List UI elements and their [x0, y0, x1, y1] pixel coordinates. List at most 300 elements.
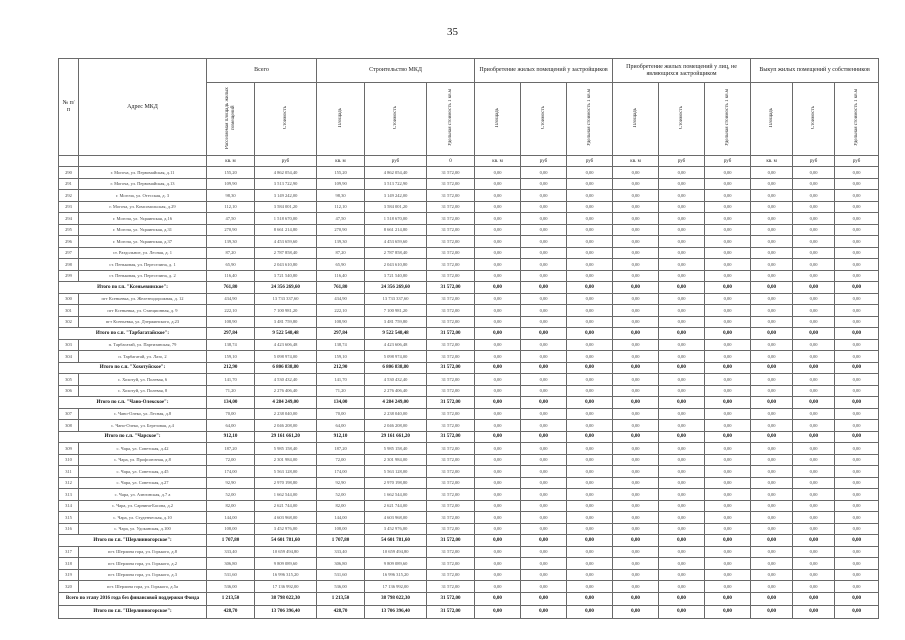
row-value: 0,00: [835, 397, 879, 409]
row-value: 0,00: [835, 328, 879, 340]
row-value: 65,90: [317, 259, 365, 271]
row-value: 0,00: [751, 581, 793, 593]
row-number: 308: [59, 420, 79, 432]
table-row: [59, 420, 879, 432]
row-value: 0,00: [793, 351, 835, 363]
row-value: 0,00: [659, 454, 705, 466]
row-value: 2 043 610,80: [255, 259, 317, 271]
row-value: 428,70: [317, 605, 365, 618]
row-value: 0,00: [705, 592, 751, 605]
row-value: 0,00: [705, 385, 751, 397]
row-address: с. Чара, ул. Советская, д.45: [79, 466, 207, 478]
row-number: 302: [59, 316, 79, 328]
row-value: 2 787 858,40: [365, 247, 427, 259]
row-value: 0,00: [751, 213, 793, 225]
row-value: 0,00: [835, 477, 879, 489]
row-value: 0,00: [475, 374, 521, 386]
row-value: 0,00: [567, 316, 613, 328]
col-header-sub: [659, 83, 705, 156]
row-value: 0,00: [751, 466, 793, 478]
row-value: 0,00: [793, 374, 835, 386]
row-value: 0,00: [475, 431, 521, 443]
row-value: 0,00: [751, 224, 793, 236]
row-value: 0,00: [793, 328, 835, 340]
row-value: 17 136 992,00: [255, 581, 317, 593]
row-value: 0,00: [521, 374, 567, 386]
row-value: 31 572,00: [427, 247, 475, 259]
row-value: 31 572,00: [427, 224, 475, 236]
row-value: 0,00: [613, 224, 659, 236]
row-value: 0,00: [567, 247, 613, 259]
row-value: 71,20: [207, 385, 255, 397]
row-value: 0,00: [613, 431, 659, 443]
row-value: 0,00: [567, 523, 613, 535]
row-value: 0,00: [751, 408, 793, 420]
row-value: 29 161 661,20: [255, 431, 317, 443]
row-value: 297,84: [317, 328, 365, 340]
unit-cell: кв. м: [475, 156, 521, 167]
row-value: 2 301 984,00: [365, 454, 427, 466]
row-value: 0,00: [751, 605, 793, 618]
row-value: 13 733 337,60: [365, 293, 427, 305]
row-value: 0,00: [835, 316, 879, 328]
row-value: 0,00: [751, 282, 793, 294]
row-value: 3 452 976,00: [255, 523, 317, 535]
subtotal-row: [59, 282, 879, 294]
row-value: 0,00: [705, 213, 751, 225]
row-value: 0,00: [835, 443, 879, 455]
row-value: 0,00: [521, 500, 567, 512]
row-value: 138,74: [207, 339, 255, 351]
row-address: с. Чара, ул. Советская, д.42: [79, 443, 207, 455]
row-value: 13 733 337,60: [255, 293, 317, 305]
row-value: 0,00: [793, 489, 835, 501]
row-value: 0,00: [835, 167, 879, 179]
row-value: 0,00: [521, 489, 567, 501]
table-row: [59, 305, 879, 317]
row-value: 0,00: [521, 213, 567, 225]
row-value: 333,40: [317, 546, 365, 558]
table-row: [59, 270, 879, 282]
row-value: 0,00: [659, 167, 705, 179]
row-value: 0,00: [613, 558, 659, 570]
row-number: 307: [59, 408, 79, 420]
row-value: 0,00: [475, 420, 521, 432]
row-value: 0,00: [521, 316, 567, 328]
row-value: 10 659 494,80: [365, 546, 427, 558]
row-value: 0,00: [613, 259, 659, 271]
row-value: 0,00: [793, 385, 835, 397]
row-value: 0,00: [751, 420, 793, 432]
row-value: 0,00: [751, 178, 793, 190]
row-value: 0,00: [751, 558, 793, 570]
row-value: 0,00: [613, 305, 659, 317]
row-value: 0,00: [659, 236, 705, 248]
row-value: 0,00: [751, 305, 793, 317]
row-value: 92,90: [317, 477, 365, 489]
row-value: 3 721 540,80: [365, 270, 427, 282]
row-value: 0,00: [835, 362, 879, 374]
row-value: 2 276 406,40: [365, 385, 427, 397]
row-value: 0,00: [521, 523, 567, 535]
row-value: 0,00: [793, 167, 835, 179]
row-value: 144,00: [207, 512, 255, 524]
table-row: [59, 500, 879, 512]
row-value: 31 572,00: [427, 535, 475, 547]
row-value: 0,00: [835, 236, 879, 248]
row-value: 0,00: [793, 512, 835, 524]
row-value: 0,00: [793, 605, 835, 618]
row-value: 0,00: [567, 431, 613, 443]
row-value: 1 213,50: [207, 592, 255, 605]
row-number: 317: [59, 546, 79, 558]
unit-cell: кв. м: [751, 156, 793, 167]
row-address: пгт. Шерлина гора, ул. Горького, д.5а: [79, 581, 207, 593]
table-row: [59, 477, 879, 489]
row-value: 0,00: [659, 397, 705, 409]
table-row: [59, 247, 879, 259]
row-value: 0,00: [567, 339, 613, 351]
row-value: 0,00: [475, 500, 521, 512]
row-value: 0,00: [475, 408, 521, 420]
row-value: 52,00: [207, 489, 255, 501]
row-value: 0,00: [613, 535, 659, 547]
row-value: 31 572,00: [427, 546, 475, 558]
row-number: 290: [59, 167, 79, 179]
row-value: 0,00: [567, 500, 613, 512]
row-value: 0,00: [521, 259, 567, 271]
row-value: 0,00: [475, 454, 521, 466]
row-value: 72,00: [317, 454, 365, 466]
row-value: 31 572,00: [427, 477, 475, 489]
row-value: 0,00: [751, 362, 793, 374]
row-value: 0,00: [613, 247, 659, 259]
row-value: 0,00: [659, 605, 705, 618]
row-value: 0,00: [751, 236, 793, 248]
row-value: 0,00: [835, 489, 879, 501]
row-value: 2 276 406,40: [255, 385, 317, 397]
row-value: 0,00: [793, 236, 835, 248]
row-value: 0,00: [705, 362, 751, 374]
row-address: с. Чано-Олеко, ул. Березовая, д.4: [79, 420, 207, 432]
row-value: 0,00: [835, 201, 879, 213]
row-value: 0,00: [475, 581, 521, 593]
row-total-label: Итого по с.п. "Чарское":: [59, 431, 207, 443]
row-value: 4 423 606,48: [255, 339, 317, 351]
row-value: 912,10: [317, 431, 365, 443]
row-value: 0,00: [835, 385, 879, 397]
row-value: 0,00: [659, 224, 705, 236]
row-value: 0,00: [659, 316, 705, 328]
row-value: 0,00: [567, 592, 613, 605]
row-value: 0,00: [659, 362, 705, 374]
row-value: 0,00: [567, 466, 613, 478]
unit-cell: руб: [705, 156, 751, 167]
row-value: 0,00: [613, 489, 659, 501]
row-value: 0,00: [613, 236, 659, 248]
row-value: 0,00: [705, 305, 751, 317]
row-value: 0,00: [613, 512, 659, 524]
row-value: 536,00: [317, 581, 365, 593]
row-value: 2 238 040,00: [255, 408, 317, 420]
row-value: 0,00: [613, 466, 659, 478]
row-value: 0,00: [793, 569, 835, 581]
row-number: 306: [59, 385, 79, 397]
row-address: пгт. Шерлина гора, ул. Горького, д.3: [79, 569, 207, 581]
row-value: 31 572,00: [427, 178, 475, 190]
col-header-address: Адрес МКД: [79, 59, 207, 156]
row-value: 3 452 976,00: [365, 523, 427, 535]
row-value: 0,00: [521, 592, 567, 605]
row-address: пгт. Шерлина гора, ул. Горького, д.8: [79, 546, 207, 558]
row-value: 24 356 269,60: [255, 282, 317, 294]
row-number: 296: [59, 236, 79, 248]
row-value: 297,84: [207, 328, 255, 340]
row-value: 0,00: [705, 293, 751, 305]
row-value: 0,00: [751, 201, 793, 213]
row-value: 0,00: [835, 535, 879, 547]
row-number: 293: [59, 201, 79, 213]
row-value: 31 572,00: [427, 500, 475, 512]
row-value: 0,00: [751, 443, 793, 455]
row-value: 0,00: [659, 259, 705, 271]
row-value: 0,00: [751, 535, 793, 547]
col-header-sub: [207, 83, 255, 156]
row-value: 0,00: [475, 316, 521, 328]
row-value: 0,00: [793, 523, 835, 535]
row-value: 0,00: [659, 431, 705, 443]
row-value: 0,00: [705, 259, 751, 271]
row-address: с. Чара, ул. Профсоюзная, д.8: [79, 454, 207, 466]
row-value: 0,00: [835, 408, 879, 420]
row-number: 297: [59, 247, 79, 259]
row-value: 65,90: [207, 259, 255, 271]
col-header-sub-label: Удельная стоимость 1 кв.м: [447, 89, 453, 147]
row-number: 304: [59, 351, 79, 363]
row-value: 0,00: [521, 477, 567, 489]
row-value: 116,40: [317, 270, 365, 282]
row-value: 0,00: [567, 167, 613, 179]
row-value: 0,00: [613, 500, 659, 512]
row-value: 0,00: [705, 477, 751, 489]
row-value: 0,00: [751, 454, 793, 466]
row-number: 310: [59, 454, 79, 466]
col-header-number: № п/п: [59, 59, 79, 156]
row-value: 0,00: [751, 385, 793, 397]
row-value: 0,00: [659, 512, 705, 524]
row-value: 0,00: [751, 293, 793, 305]
col-header-sub-label: Стоимость: [678, 106, 684, 130]
row-value: 0,00: [659, 443, 705, 455]
row-value: 112,10: [317, 201, 365, 213]
row-value: 0,00: [567, 259, 613, 271]
table-row: [59, 190, 879, 202]
row-value: 0,00: [659, 408, 705, 420]
row-value: 0,00: [567, 374, 613, 386]
row-value: 64,00: [207, 420, 255, 432]
col-header-sub: [255, 83, 317, 156]
row-value: 3 584 001,20: [365, 201, 427, 213]
row-value: 531,60: [317, 569, 365, 581]
row-value: 0,00: [793, 305, 835, 317]
row-value: 5 985 158,40: [255, 443, 317, 455]
row-value: 0,00: [751, 339, 793, 351]
row-total-label: Итого по с.п. "Хохотуйское":: [59, 362, 207, 374]
row-value: 31 572,00: [427, 201, 475, 213]
row-value: 761,80: [317, 282, 365, 294]
row-value: 0,00: [793, 213, 835, 225]
row-value: 0,00: [475, 558, 521, 570]
row-value: 270,90: [207, 224, 255, 236]
row-value: 2 046 208,00: [365, 420, 427, 432]
row-address: пгт Ксеньевка, ул. Дзержинского, д.23: [79, 316, 207, 328]
row-value: 0,00: [521, 420, 567, 432]
row-value: 0,00: [835, 581, 879, 593]
row-value: 0,00: [567, 293, 613, 305]
row-value: 0,00: [521, 546, 567, 558]
row-value: 0,00: [835, 282, 879, 294]
row-value: 0,00: [521, 167, 567, 179]
row-value: 0,00: [567, 224, 613, 236]
row-value: 0,00: [521, 201, 567, 213]
row-value: 536,00: [207, 581, 255, 593]
row-value: 0,00: [475, 546, 521, 558]
row-value: 0,00: [835, 466, 879, 478]
table-row: [59, 224, 879, 236]
row-value: 0,00: [793, 592, 835, 605]
table-row: [59, 569, 879, 581]
row-value: 0,00: [613, 605, 659, 618]
row-value: 141,70: [207, 374, 255, 386]
row-value: 2 621 744,00: [365, 500, 427, 512]
row-value: 0,00: [793, 282, 835, 294]
row-value: 116,40: [207, 270, 255, 282]
row-value: 0,00: [475, 282, 521, 294]
row-value: 87,20: [317, 247, 365, 259]
row-value: 0,00: [475, 178, 521, 190]
row-value: 0,00: [521, 408, 567, 420]
table-row: [59, 523, 879, 535]
row-value: 0,00: [521, 339, 567, 351]
row-value: 0,00: [705, 581, 751, 593]
row-value: 0,00: [659, 592, 705, 605]
row-value: 0,00: [793, 397, 835, 409]
row-value: 0,00: [835, 270, 879, 282]
row-value: 0,00: [793, 178, 835, 190]
row-value: 0,00: [567, 397, 613, 409]
row-value: 0,00: [751, 477, 793, 489]
row-value: 0,00: [835, 546, 879, 558]
row-value: 0,00: [613, 351, 659, 363]
row-value: 0,00: [521, 581, 567, 593]
row-value: 10 659 494,80: [255, 546, 317, 558]
row-value: 0,00: [567, 362, 613, 374]
row-value: 0,00: [567, 581, 613, 593]
row-value: 0,00: [659, 213, 705, 225]
row-value: 0,00: [751, 328, 793, 340]
row-value: 0,00: [475, 535, 521, 547]
row-value: 31 572,00: [427, 397, 475, 409]
row-value: 54 601 781,60: [255, 535, 317, 547]
row-value: 0,00: [705, 512, 751, 524]
row-value: 4 603 968,00: [365, 512, 427, 524]
row-value: 0,00: [793, 293, 835, 305]
row-value: 0,00: [659, 489, 705, 501]
row-value: 0,00: [613, 420, 659, 432]
row-value: 0,00: [659, 328, 705, 340]
row-value: 4 423 606,48: [365, 339, 427, 351]
row-value: 0,00: [521, 535, 567, 547]
unit-cell: руб: [567, 156, 613, 167]
row-value: 0,00: [475, 489, 521, 501]
row-address: п. Тарбагатай, ул. Лазо, 2: [79, 351, 207, 363]
row-value: 912,10: [207, 431, 255, 443]
row-value: 1 213,50: [317, 592, 365, 605]
row-value: 0,00: [751, 489, 793, 501]
row-value: 0,00: [567, 569, 613, 581]
unit-cell: руб: [835, 156, 879, 167]
row-value: 0,00: [705, 316, 751, 328]
grand-total-row: [59, 592, 879, 605]
row-value: 0,00: [751, 500, 793, 512]
row-value: 0,00: [793, 190, 835, 202]
row-value: 0,00: [705, 454, 751, 466]
row-value: 531,60: [207, 569, 255, 581]
table-row: [59, 546, 879, 558]
row-value: 31 572,00: [427, 213, 475, 225]
col-header-sub-label: Площадь: [632, 108, 638, 128]
row-value: 0,00: [751, 431, 793, 443]
row-value: 0,00: [751, 397, 793, 409]
row-value: 6 806 838,80: [255, 362, 317, 374]
subtotal-row: [59, 397, 879, 409]
row-address: г. Могоча, ул. Украинская, д.31: [79, 224, 207, 236]
row-value: 0,00: [567, 282, 613, 294]
row-value: 31 572,00: [427, 454, 475, 466]
group-header-total: Всего: [207, 59, 317, 83]
row-total-label: Всего по этапу 2016 года без финансовой поддержки Фонда: [59, 592, 207, 605]
row-value: 0,00: [659, 385, 705, 397]
row-number: 316: [59, 523, 79, 535]
row-value: 134,00: [317, 397, 365, 409]
row-value: 0,00: [567, 213, 613, 225]
row-value: 98,30: [317, 190, 365, 202]
row-value: 0,00: [793, 247, 835, 259]
row-value: 0,00: [793, 431, 835, 443]
row-value: 0,00: [521, 247, 567, 259]
col-header-sub-label: Удельная стоимость 1 кв.м: [853, 89, 859, 147]
row-value: 0,00: [835, 605, 879, 618]
row-value: 0,00: [613, 201, 659, 213]
row-value: 13 706 396,40: [255, 605, 317, 618]
row-value: 0,00: [835, 431, 879, 443]
row-value: 141,70: [317, 374, 365, 386]
row-value: 0,00: [567, 558, 613, 570]
row-value: 0,00: [659, 282, 705, 294]
row-value: 0,00: [475, 443, 521, 455]
row-address: п. Тарбагатай, ул. Партизанская, 79: [79, 339, 207, 351]
table-row: [59, 512, 879, 524]
row-value: 0,00: [751, 592, 793, 605]
row-value: 47,50: [317, 213, 365, 225]
row-address: с. Чара, ул. Студенческая, д.10: [79, 512, 207, 524]
row-value: 0,00: [659, 420, 705, 432]
row-value: 138,74: [317, 339, 365, 351]
row-value: 0,00: [793, 362, 835, 374]
row-value: 31 572,00: [427, 270, 475, 282]
row-value: 0,00: [659, 351, 705, 363]
col-header-sub: [751, 83, 793, 156]
